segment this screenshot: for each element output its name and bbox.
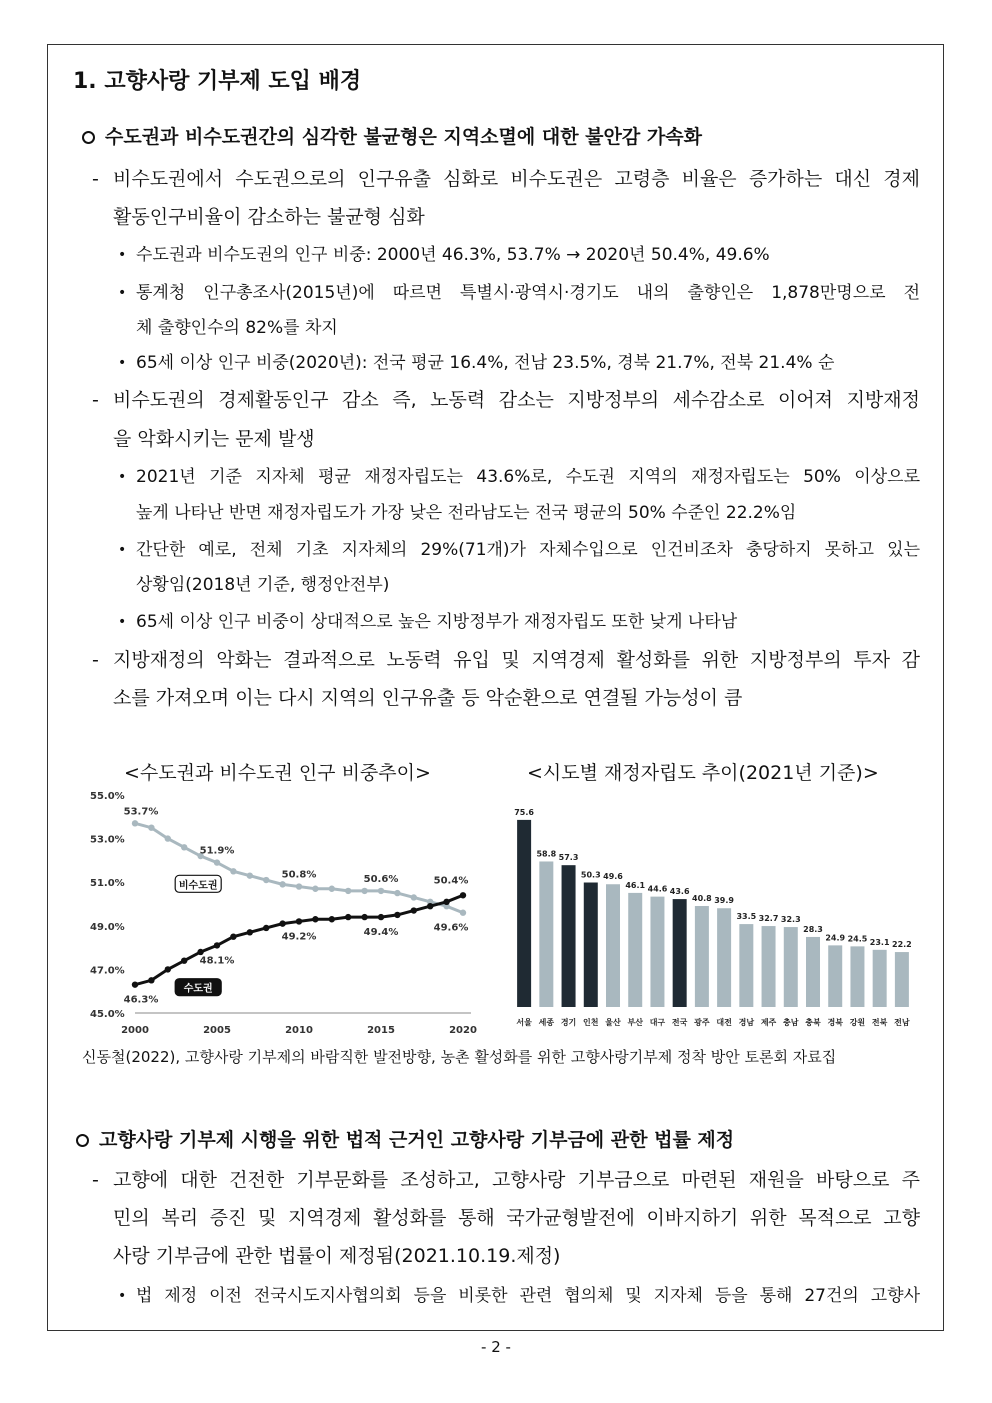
y-tick-label: 47.0% <box>90 965 125 977</box>
s1-dash2-line1: 비수도권의 경제활동인구 감소 즉, 노동력 감소는 지방정부의 세수감소로 이어져 지방재정 <box>113 389 920 411</box>
x-tick-label: 2010 <box>285 1025 313 1036</box>
bar <box>873 950 887 1007</box>
s1-bullet1: 수도권과 비수도권의 인구 비중: 2000년 46.3%, 53.7% → 2020년 50.4%, 49.6% <box>136 245 770 265</box>
y-tick-label: 45.0% <box>90 1009 125 1020</box>
x-tick-label: 2015 <box>367 1025 395 1036</box>
bar-value-label: 57.3 <box>558 853 579 863</box>
bar-value-label: 40.8 <box>692 894 712 904</box>
bar-category-label: 충남 <box>783 1018 799 1027</box>
data-label: 48.1% <box>199 955 235 967</box>
page-heading: 1. 고향사랑 기부제 도입 배경 <box>73 69 362 94</box>
bar-category-label: 전남 <box>894 1018 910 1027</box>
bar-value-label: 50.3 <box>580 870 601 880</box>
circle-bullet-icon <box>82 131 95 144</box>
bar <box>895 952 909 1007</box>
data-point <box>230 868 236 874</box>
data-point <box>165 835 171 841</box>
line-chart-title: <수도권과 비수도권 인구 비중추이> <box>124 762 431 784</box>
bullet-dot-icon: • <box>118 1288 127 1304</box>
s1-bullet5-line1: 간단한 예로, 전체 기초 지자체의 29%(71개)가 자체수입으로 인건비조차 충당하지 못하고 있는 <box>136 540 920 560</box>
s1-dash3-line2: 소를 가져오며 이는 다시 지역의 인구유출 등 악순환으로 연결될 가능성이 큼 <box>113 687 743 709</box>
population-line-chart <box>85 785 485 1040</box>
section2-title-row <box>76 1128 734 1152</box>
bar <box>562 865 576 1007</box>
bar-category-label: 전북 <box>871 1018 888 1027</box>
bar-category-label: 울산 <box>605 1018 621 1027</box>
series-tag-label: 수도권 <box>183 983 213 995</box>
data-point <box>148 825 154 831</box>
s1-dash3-line1: 지방재정의 악화는 결과적으로 노동력 유입 및 지역경제 활성화를 위한 지방정부의 투자 감 <box>113 649 920 671</box>
data-point <box>148 977 154 983</box>
data-label: 51.9% <box>199 845 235 857</box>
bar <box>606 884 620 1007</box>
bar <box>673 899 687 1007</box>
data-label: 49.4% <box>363 927 399 939</box>
bar <box>717 908 731 1007</box>
data-label: 49.6% <box>433 922 469 934</box>
data-label: 49.2% <box>281 931 317 943</box>
bar-category-label: 경남 <box>738 1018 755 1027</box>
source-citation: 신동철(2022), 고향사랑 기부제의 바람직한 발전방향, 농촌 활성화를 위한 고향사랑기부제 정착 방안 토론회 자료집 <box>82 1048 837 1066</box>
bar-value-label: 28.3 <box>803 924 823 934</box>
bar <box>695 906 709 1007</box>
y-tick-label: 55.0% <box>90 791 125 802</box>
data-point <box>279 920 285 926</box>
data-point <box>247 929 253 935</box>
data-point <box>214 859 220 865</box>
dash-marker: - <box>92 649 99 671</box>
data-point <box>181 957 187 963</box>
bar-category-label: 경기 <box>560 1018 577 1027</box>
data-point <box>394 912 400 918</box>
bullet-dot-icon: • <box>118 614 127 630</box>
data-point <box>345 914 351 920</box>
bar-category-label: 부산 <box>627 1018 643 1027</box>
s1-bullet3: 65세 이상 인구 비중(2020년): 전국 평균 16.4%, 전남 23.5%, 경북 21.7%, 전북 21.4% 순 <box>136 353 835 373</box>
s1-bullet4-line1: 2021년 기준 지자체 평균 재정자립도는 43.6%로, 수도권 지역의 재정자립도는 50% 이상으로 <box>136 467 920 487</box>
bar <box>828 945 842 1007</box>
bar-category-label: 세종 <box>538 1018 555 1027</box>
bar-category-label: 경북 <box>827 1018 843 1027</box>
s1-bullet2-line2: 체 출향인수의 82%를 차지 <box>136 318 338 338</box>
data-point <box>263 877 269 883</box>
data-point <box>361 914 367 920</box>
s2-bullet1: 법 제정 이전 전국시도지사협의회 등을 비롯한 관련 협의체 및 지자체 등을 통해 27건의 고향사 <box>136 1286 920 1306</box>
data-point <box>132 820 138 826</box>
data-point <box>214 942 220 948</box>
bullet-dot-icon: • <box>118 355 127 371</box>
data-point <box>181 844 187 850</box>
bar <box>584 883 598 1007</box>
bar-value-label: 24.9 <box>825 933 846 943</box>
s1-dash2-line2: 을 악화시키는 문제 발생 <box>113 428 315 450</box>
bar <box>628 893 642 1007</box>
bar <box>762 926 776 1007</box>
bar-value-label: 33.5 <box>736 912 757 922</box>
data-label: 50.4% <box>433 875 469 887</box>
data-point <box>460 892 466 898</box>
s1-bullet2-line1: 통계청 인구총조사(2015년)에 따르면 특별시·광역시·경기도 내의 출향인은 1,878만명으로 전 <box>136 283 920 303</box>
bullet-dot-icon: • <box>118 247 127 263</box>
bar-category-label: 인천 <box>583 1018 599 1027</box>
bullet-dot-icon: • <box>118 285 127 301</box>
bar-value-label: 32.7 <box>758 914 779 924</box>
s2-dash1-line3: 사랑 기부금에 관한 법률이 제정됨(2021.10.19.제정) <box>113 1245 561 1267</box>
s2-dash1-line1: 고향에 대한 건전한 기부문화를 조성하고, 고향사랑 기부금으로 마련된 재원을 바탕으로 주 <box>113 1169 920 1191</box>
data-point <box>411 894 417 900</box>
data-point <box>279 881 285 887</box>
data-label: 53.7% <box>123 806 159 818</box>
dash-marker: - <box>92 389 99 411</box>
x-tick-label: 2000 <box>121 1025 149 1036</box>
bar-value-label: 49.6 <box>603 872 623 882</box>
data-label: 50.6% <box>363 873 399 885</box>
series-tag-label: 비수도권 <box>178 880 218 892</box>
data-point <box>296 883 302 889</box>
bar-category-label: 전국 <box>671 1018 688 1027</box>
s2-dash1-line2: 민의 복리 증진 및 지역경제 활성화를 통해 국가균형발전에 이바지하기 위한 목적으로 고향 <box>113 1207 920 1229</box>
bar <box>784 927 798 1007</box>
bar <box>539 861 553 1007</box>
data-point <box>361 888 367 894</box>
data-point <box>329 916 335 922</box>
s1-dash1-line1: 비수도권에서 수도권으로의 인구유출 심화로 비수도권은 고령층 비율은 증가하는 대신 경제 <box>113 168 920 190</box>
bar <box>806 937 820 1007</box>
section1-title: 수도권과 비수도권간의 심각한 불균형은 지역소멸에 대한 불안감 가속화 <box>105 126 702 148</box>
data-point <box>165 966 171 972</box>
data-label: 50.8% <box>281 869 317 881</box>
bar-value-label: 44.6 <box>647 884 668 894</box>
bar-category-label: 강원 <box>849 1018 866 1027</box>
data-point <box>132 981 138 987</box>
bar-value-label: 22.2 <box>892 940 912 950</box>
data-point <box>247 872 253 878</box>
bar-value-label: 43.6 <box>669 887 690 897</box>
y-tick-label: 49.0% <box>90 921 125 933</box>
data-point <box>427 903 433 909</box>
data-point <box>378 888 384 894</box>
x-tick-label: 2020 <box>449 1025 477 1036</box>
bar-value-label: 32.3 <box>780 915 801 925</box>
bar-category-label: 광주 <box>694 1018 710 1027</box>
bar-category-label: 제주 <box>760 1018 777 1027</box>
bar-category-label: 서울 <box>516 1018 532 1027</box>
fiscal-bar-chart <box>505 795 915 1040</box>
bar-value-label: 75.6 <box>514 807 534 817</box>
bar <box>739 924 753 1007</box>
bar-value-label: 24.5 <box>847 934 868 944</box>
bar-category-label: 대구 <box>649 1018 666 1027</box>
data-label: 46.3% <box>123 994 159 1006</box>
bar-value-label: 23.1 <box>869 937 890 947</box>
bullet-dot-icon: • <box>118 469 127 485</box>
dash-marker: - <box>92 1169 99 1191</box>
bullet-dot-icon: • <box>118 542 127 558</box>
bar-value-label: 39.9 <box>714 896 734 906</box>
data-point <box>197 949 203 955</box>
data-point <box>345 888 351 894</box>
bar <box>517 820 531 1007</box>
dash-marker: - <box>92 168 99 190</box>
data-point <box>394 890 400 896</box>
bar-value-label: 46.1 <box>625 880 646 890</box>
bar-category-label: 충북 <box>805 1018 821 1027</box>
s1-bullet5-line2: 상황임(2018년 기준, 행정안전부) <box>136 575 390 595</box>
s1-dash1-line2: 활동인구비율이 감소하는 불균형 심화 <box>113 206 425 228</box>
y-tick-label: 51.0% <box>90 878 125 890</box>
data-point <box>460 910 466 916</box>
data-point <box>263 925 269 931</box>
data-point <box>230 934 236 940</box>
data-point <box>378 914 384 920</box>
data-point <box>411 907 417 913</box>
circle-bullet-icon <box>76 1134 89 1147</box>
page-number: - 2 - <box>481 1338 511 1356</box>
data-point <box>443 899 449 905</box>
data-point <box>296 918 302 924</box>
data-point <box>329 886 335 892</box>
bar-value-label: 58.8 <box>536 849 557 859</box>
data-point <box>312 916 318 922</box>
s1-bullet6: 65세 이상 인구 비중이 상대적으로 높은 지방정부가 재정자립도 또한 낮게 나타남 <box>136 612 738 632</box>
data-point <box>312 886 318 892</box>
s1-bullet4-line2: 높게 나타난 반면 재정자립도가 가장 낮은 전라남도는 전국 평균의 50% 수준인 22.2%임 <box>136 503 797 523</box>
bar-category-label: 대전 <box>716 1018 732 1027</box>
bar <box>650 897 664 1007</box>
bar-chart-title: <시도별 재정자립도 추이(2021년 기준)> <box>527 762 879 784</box>
y-tick-label: 53.0% <box>90 834 125 846</box>
x-tick-label: 2005 <box>203 1025 231 1036</box>
section2-title: 고향사랑 기부제 시행을 위한 법적 근거인 고향사랑 기부금에 관한 법률 제정 <box>99 1129 735 1151</box>
section1-title-row <box>82 125 702 149</box>
bar <box>850 946 864 1007</box>
